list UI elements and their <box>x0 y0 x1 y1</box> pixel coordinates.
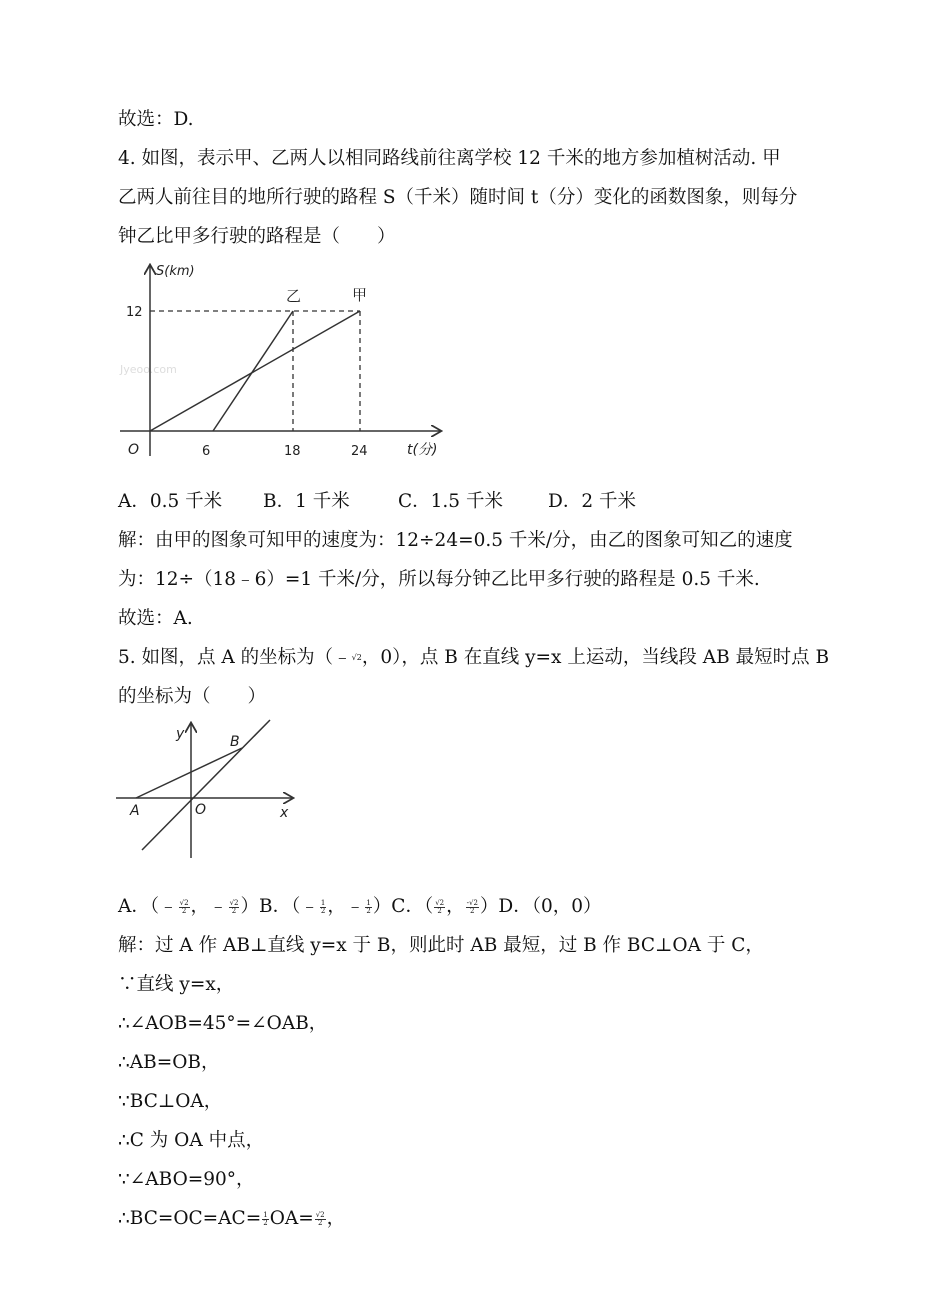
x-label: x <box>280 805 289 821</box>
q5-solution-line1: 解：过 A 作 AB⊥直线 y=x 于 B，则此时 AB 最短，过 B 作 BC⊥OA 于 C， <box>118 935 764 956</box>
q4-option-b: B．1 千米 <box>263 491 350 512</box>
sqrt2-small: √2 <box>351 653 362 662</box>
fraction: $\frac{√2}{2}$ <box>179 898 189 915</box>
fraction: $\frac{√2}{2}$ <box>435 898 445 915</box>
x-axis-label: t(分) <box>407 442 438 458</box>
segment-ab <box>136 748 242 798</box>
q5-solution-line4: ∴AB=OB， <box>118 1052 220 1073</box>
point-b-label: B <box>230 734 240 750</box>
q5-solution-line3: ∴∠AOB=45°=∠OAB， <box>118 1013 328 1034</box>
origin-label: O <box>128 442 140 458</box>
fraction: $\frac{1}{2}$ <box>366 898 371 915</box>
q4-options <box>118 490 636 514</box>
fraction: $\frac{1}{2}$ <box>320 898 326 915</box>
q5-solution-line2: ∵直线 y=x， <box>118 974 235 995</box>
q4-option-d: D．2 千米 <box>548 491 636 512</box>
fraction: $\frac{1}{2}$ <box>263 1210 268 1227</box>
q4-stem-line1: 4. 如图，表示甲、乙两人以相同路线前往离学校 12 千米的地方参加植树活动. 甲 <box>118 148 781 169</box>
q5-options: A．（﹣ $\frac{√2}{2}$ ，﹣ $\frac{√2}{2}$ ）B．（﹣ $\frac{1}{2}$ ，﹣ $\frac{1}{2}$ ）C．（ $\frac{√2}{2}$ ， $\frac{-√2}{2}$ ）D．（0，0） <box>118 896 602 917</box>
fraction: $\frac{√2}{2}$ <box>315 1210 325 1227</box>
x-tick-24: 24 <box>351 444 368 459</box>
q5-solution-line7: ∵∠ABO=90°， <box>118 1169 255 1190</box>
q4-option-c: C．1.5 千米 <box>398 491 503 512</box>
jia-line <box>150 311 360 431</box>
fraction: $\frac{-√2}{2}$ <box>466 898 478 915</box>
watermark: Jyeoo.com <box>120 363 177 376</box>
q5-solution-line5: ∵BC⊥OA， <box>118 1091 223 1112</box>
label-jia: 甲 <box>352 286 368 304</box>
y-tick-12: 12 <box>126 305 143 320</box>
q4-stem-line2: 乙两人前往目的地所行驶的路程 S（千米）随时间 t（分）变化的函数图象，则每分 <box>118 187 798 208</box>
yi-line <box>213 311 293 431</box>
q4-solution-line1: 解：由甲的图象可知甲的速度为：12÷24=0.5 千米/分，由乙的图象可知乙的速度 <box>118 530 793 551</box>
q4-option-a: A．0.5 千米 <box>118 491 223 512</box>
q4-graph <box>112 258 452 468</box>
fraction: $\frac{√2}{2}$ <box>229 898 239 915</box>
x-tick-18: 18 <box>284 444 301 459</box>
y-axis-label: S(km) <box>156 264 195 279</box>
origin-label: O <box>195 802 207 818</box>
q5-graph <box>112 716 302 864</box>
answer-line-q3: 故选：D. <box>118 109 194 130</box>
label-yi: 乙 <box>286 287 302 305</box>
q4-answer: 故选：A. <box>118 608 193 629</box>
y-label: y <box>176 726 185 742</box>
q4-stem-line3: 钟乙比甲多行驶的路程是（ ） <box>118 226 396 247</box>
q5-solution-line8: ∴BC=OC=AC= $\frac{1}{2}$ OA= $\frac{√2}{2}$ ， <box>118 1208 346 1229</box>
x-tick-6: 6 <box>202 444 211 459</box>
q5-stem-line2: 的坐标为（ ） <box>118 686 267 707</box>
line-y-equals-x <box>142 720 270 850</box>
point-a-label: A <box>130 803 140 819</box>
q4-solution-line2: 为：12÷（18﹣6）=1 千米/分，所以每分钟乙比甲多行驶的路程是 0.5 千米. <box>118 569 760 590</box>
q5-stem-line1: 5. 如图，点 A 的坐标为（﹣√2，0），点 B 在直线 y=x 上运动，当线段 AB 最短时点 B <box>118 647 830 668</box>
q5-solution-line6: ∴C 为 OA 中点， <box>118 1130 265 1151</box>
